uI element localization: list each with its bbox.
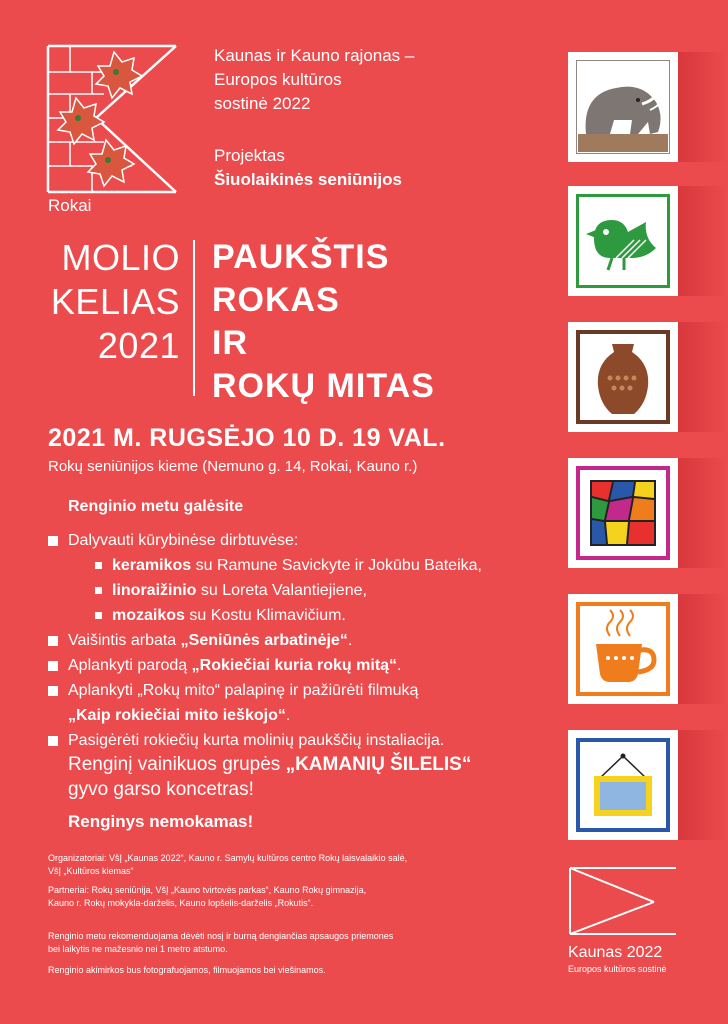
mosaic-icon: [576, 466, 670, 560]
title-line: ROKŲ MITAS: [212, 367, 435, 405]
event-date: 2021 M. RUGSĖJO 10 D. 19 VAL.: [48, 424, 446, 452]
bird-icon: [576, 194, 670, 288]
picture-frame-tile: [568, 730, 678, 840]
picture-frame-icon: [576, 738, 670, 832]
organizers-text: Organizatoriai: VšĮ „Kaunas 2022“, Kauno r. Samylų kultūros centro Rokų laisvalaikio salė, VšĮ „Kultūros kiemas“: [48, 853, 408, 876]
series-title: [40, 236, 180, 368]
kaunas-2022-subtitle: Europos kultūros sostinė: [568, 964, 667, 974]
bullet-icon: [48, 661, 58, 671]
teacup-icon: [576, 602, 670, 696]
band-name: „KAMANIŲ ŠILELIS“: [285, 754, 472, 775]
kaunas-2022-title: Kaunas 2022: [568, 944, 663, 961]
project-label: Projektas: [214, 146, 285, 165]
list-item: mozaikos su Kostu Klimavičium.: [48, 603, 482, 628]
title-line: IR: [212, 324, 248, 362]
safety-note: Renginio metu rekomenduojama dėvėti nosį ir burną dengiančias apsaugos priemones bei laikytis ne mažesnio nei 1 metro atstumo.: [48, 931, 394, 954]
mammoth-icon: [576, 60, 670, 154]
event-address: Rokų seniūnijos kieme (Nemuno g. 14, Rokai, Kauno r.): [48, 458, 418, 475]
euro-line: sostinė 2022: [214, 94, 311, 113]
concert-text: Renginį vainikuos grupės „KAMANIŲ ŠILELIS“ gyvo garso koncetras!: [68, 754, 472, 800]
bullet-icon: [48, 736, 58, 746]
list-item: Aplankyti „Rokų mito“ palapinę ir pažiūrėti filmuką: [48, 678, 482, 703]
vase-icon: [576, 330, 670, 424]
list-item: Aplankyti parodą „Rokiečiai kuria rokų mitą“.: [48, 653, 482, 678]
bullet-icon: [95, 562, 102, 569]
title-divider: [193, 240, 195, 396]
photo-note: Renginio akimirkos bus fotografuojamos, filmuojamos bei viešinamos.: [48, 965, 326, 975]
free-entry-label: Renginys nemokamas!: [68, 812, 254, 831]
bullet-icon: [48, 536, 58, 546]
capital-of-culture-text: [214, 44, 414, 116]
bullet-icon: [95, 612, 102, 619]
euro-line: Europos kultūros: [214, 70, 342, 89]
list-item: keramikos su Ramune Savickyte ir Jokūbu Bateika,: [48, 553, 482, 578]
rokai-label: Rokai: [48, 196, 92, 215]
activities-heading: Renginio metu galėsite: [68, 498, 244, 515]
partners-text: Partneriai: Rokų seniūnija, VšĮ „Kauno tvirtovės parkas“, Kauno Rokų gimnazija, Kauno r. Rokų mokykla-darželis, Kauno lopšelis-darželis „Rokutis“.: [48, 885, 367, 908]
list-item: linoraižinio su Loreta Valantiejiene,: [48, 578, 482, 603]
list-item-continuation: „Kaip rokiečiai mito ieškojo“.: [68, 707, 291, 724]
bullet-icon: [48, 636, 58, 646]
series-line: 2021: [97, 325, 180, 366]
mammoth-tile: [568, 52, 678, 162]
series-line: MOLIO: [61, 237, 180, 278]
title-line: PAUKŠTIS: [212, 238, 390, 276]
rokai-logo: [44, 44, 180, 194]
list-item: Dalyvauti kūrybinėse dirbtuvėse:: [48, 528, 482, 553]
mosaic-tile: [568, 458, 678, 568]
list-item: Pasigėrėti rokiečių kurta molinių paukščių instaliacija.: [48, 728, 482, 753]
euro-line: Kaunas ir Kauno rajonas –: [214, 46, 415, 65]
project-name: Šiuolaikinės seniūnijos: [214, 170, 402, 189]
teacup-tile: [568, 594, 678, 704]
kaunas-2022-logo: [568, 866, 678, 936]
activities-list: [48, 528, 482, 753]
title-line: ROKAS: [212, 281, 340, 319]
vase-tile: [568, 322, 678, 432]
bullet-icon: [95, 587, 102, 594]
bird-tile: [568, 186, 678, 296]
project-text: [214, 144, 402, 192]
series-line: KELIAS: [50, 281, 180, 322]
list-item: Vaišintis arbata „Seniūnės arbatinėje“.: [48, 628, 482, 653]
bullet-icon: [48, 686, 58, 696]
event-title: [212, 236, 435, 408]
